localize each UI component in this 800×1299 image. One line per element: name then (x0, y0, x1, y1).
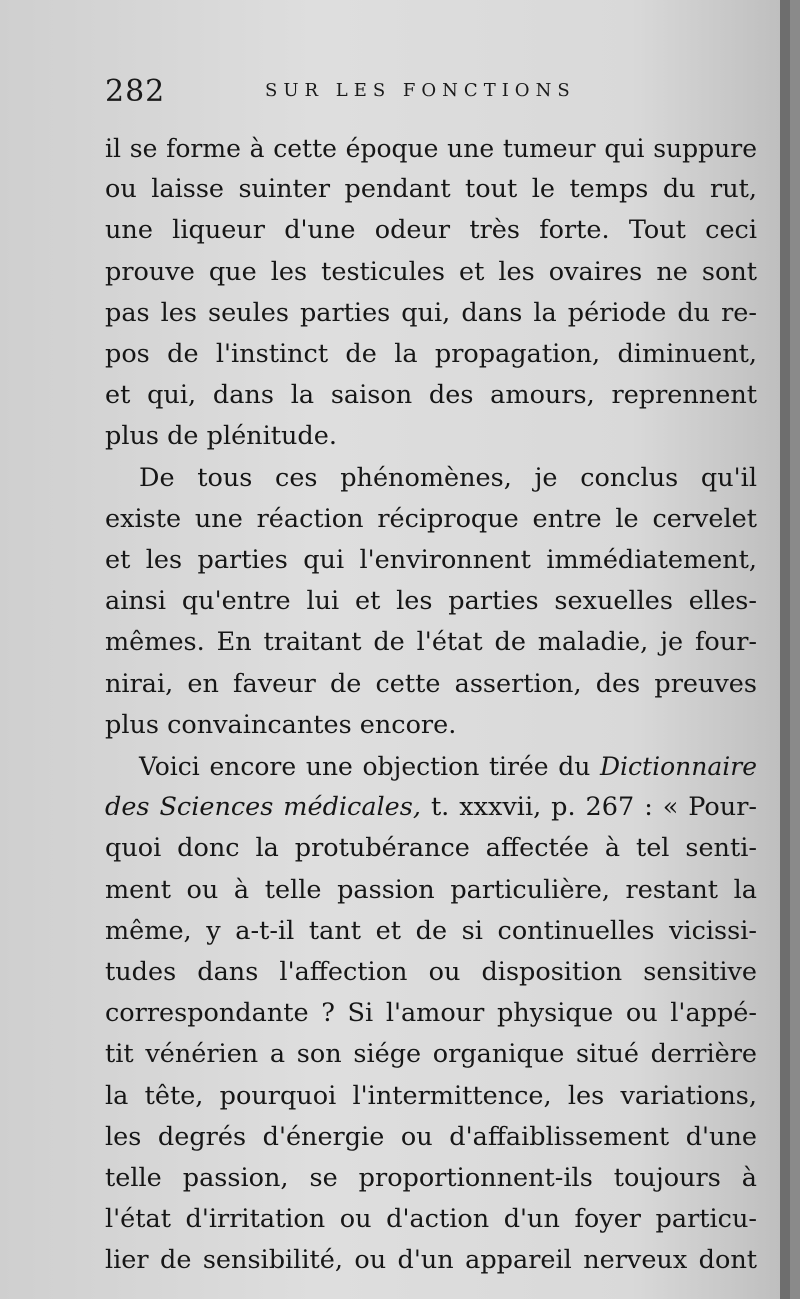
text-line (105, 787, 757, 828)
text-line: correspondante ? Si l'amour physique ou l'appé- (105, 998, 757, 1029)
italic-title: Dictionnaire (600, 752, 757, 782)
text-segment: t. xxxvii, p. 267 : « Pour- (430, 792, 758, 823)
text-line: De tous ces phénomènes, je conclus qu'il (139, 462, 757, 493)
page-edge-shadow (780, 0, 790, 1299)
running-head: SUR LES FONCTIONS (265, 80, 576, 101)
text-line: ou laisse suinter pendant tout le temps du rut, (105, 174, 757, 205)
text-line: quoi donc la protubérance affectée à tel senti- (105, 833, 757, 864)
text-line: mêmes. En traitant de l'état de maladie, je four- (105, 627, 757, 658)
text-line: les degrés d'énergie ou d'affaiblissement d'une (105, 1121, 757, 1152)
text-line: ainsi qu'entre lui et les parties sexuelles elles- (105, 586, 757, 617)
text-line: existe une réaction réciproque entre le cervelet (105, 503, 757, 534)
text-line: telle passion, se proportionnent-ils toujours à (105, 1163, 757, 1194)
text-line: plus de plénitude. (105, 421, 337, 452)
body-text (105, 128, 757, 1282)
text-line: plus convaincantes encore. (105, 709, 457, 740)
text-line: une liqueur d'une odeur très forte. Tout ceci (105, 215, 757, 246)
text-segment: Voici encore une objection tirée du (139, 752, 591, 782)
text-line: la tête, pourquoi l'intermittence, les variations, (105, 1080, 757, 1111)
page-header (105, 74, 750, 114)
page-number: 282 (105, 74, 166, 109)
text-line: pas les seules parties qui, dans la période du re- (105, 297, 757, 328)
text-line (105, 746, 757, 787)
text-line: même, y a-t-il tant et de si continuelles vicissi- (105, 915, 757, 946)
text-line: ment ou à telle passion particulière, restant la (105, 874, 757, 905)
text-line: l'état d'irritation ou d'action d'un foyer particu- (105, 1204, 757, 1235)
text-line: nirai, en faveur de cette assertion, des preuves (105, 668, 757, 699)
text-line: prouve que les testicules et les ovaires ne sont (105, 256, 757, 287)
text-line: lier de sensibilité, ou d'un appareil nerveux dont (105, 1245, 757, 1276)
text-line: tit vénérien a son siége organique situé derrière (105, 1039, 757, 1070)
text-line: tudes dans l'affection ou disposition sensitive (105, 957, 757, 988)
italic-title: des Sciences médicales, (105, 792, 421, 823)
text-line: il se forme à cette époque une tumeur qui suppure (105, 134, 757, 163)
text-line: pos de l'instinct de la propagation, diminuent, (105, 339, 757, 370)
text-line: et qui, dans la saison des amours, reprennent (105, 380, 757, 411)
text-line: et les parties qui l'environnent immédiatement, (105, 545, 757, 576)
